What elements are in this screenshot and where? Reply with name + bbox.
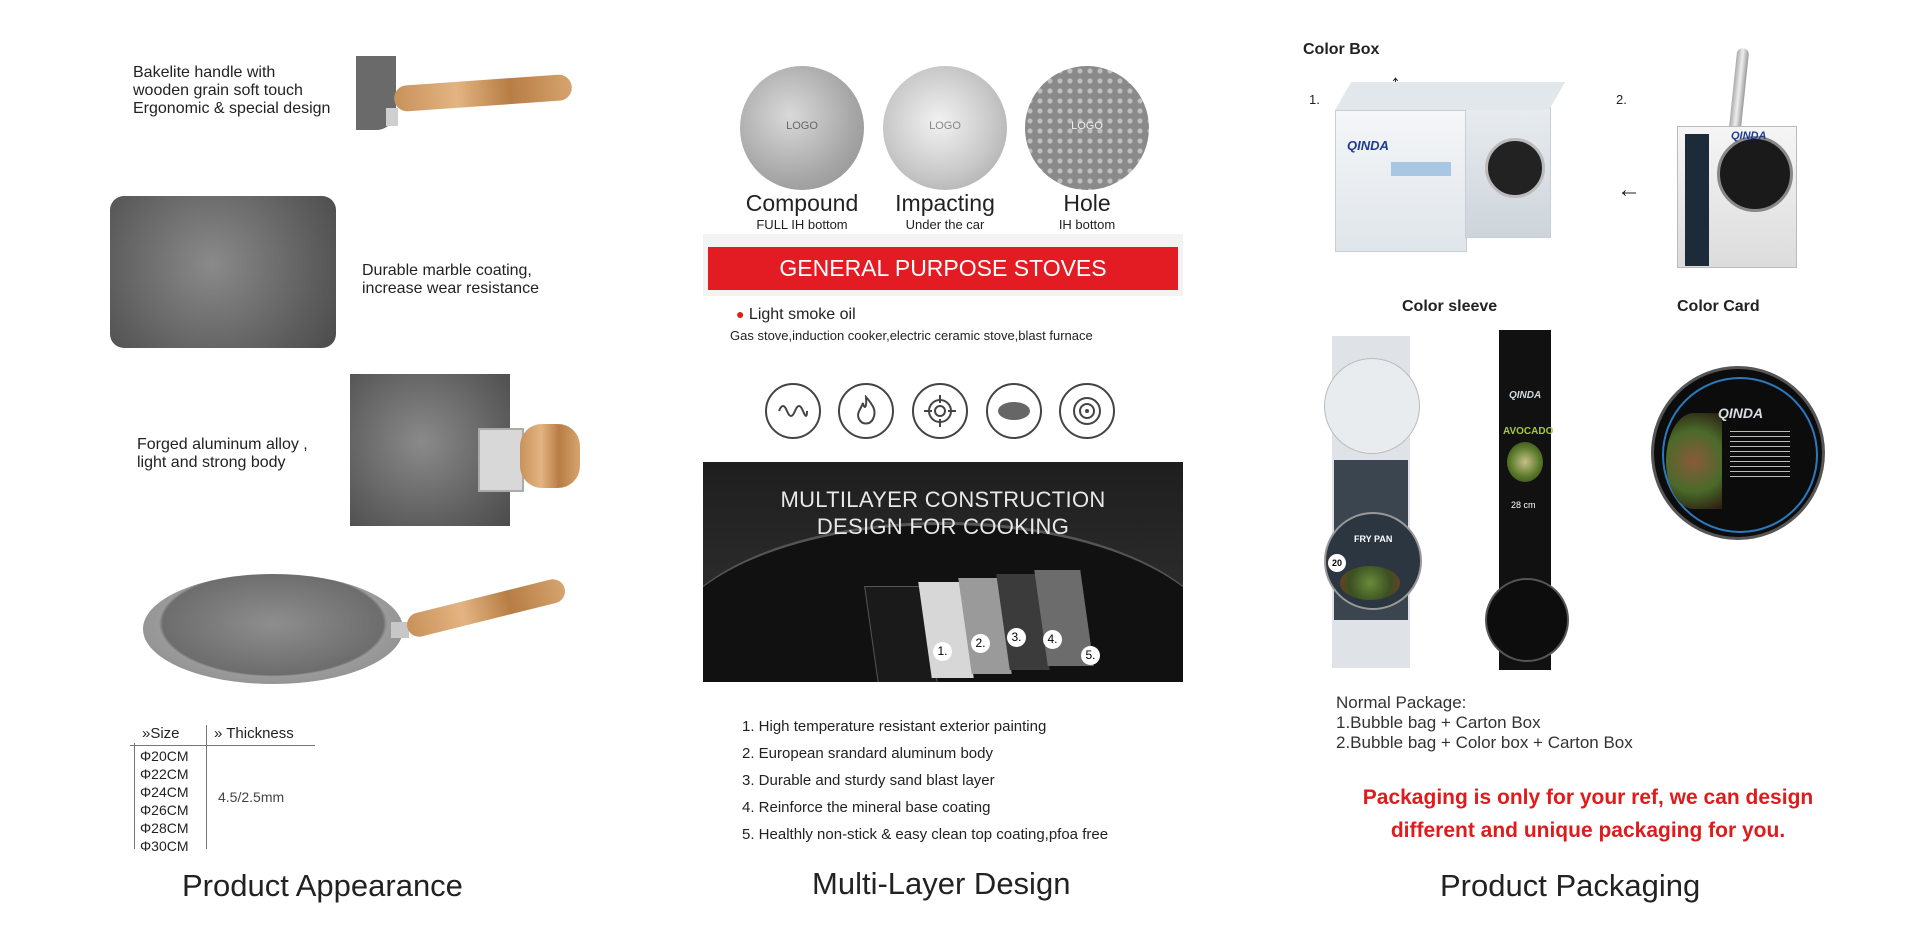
multilayer-construction-image	[703, 462, 1183, 682]
size-header: »Size	[142, 725, 180, 742]
thickness-value: 4.5/2.5mm	[218, 789, 285, 805]
frying-pan-image	[143, 574, 403, 684]
handle-rivet-image	[478, 428, 524, 492]
color-box-image: QINDA	[1335, 82, 1551, 254]
marble-coating-image	[110, 196, 336, 348]
layer-number-1: 1.	[933, 642, 952, 661]
size-list: Φ20CM Φ22CM Φ24CM Φ26CM Φ28CM Φ30CM	[140, 748, 189, 854]
handle-note: Bakelite handle with wooden grain soft touch Ergonomic & special design	[133, 64, 331, 117]
pan-handle-image	[405, 577, 568, 639]
color-sleeve-2-image: QINDA AVOCADO 28 cm	[1485, 330, 1565, 670]
normal-package-block: Normal Package: 1.Bubble bag + Carton Box 2.Bubble bag + Color box + Carton Box	[1336, 693, 1633, 752]
color-box-label: Color Box	[1303, 41, 1380, 58]
impacting-sub: Under the car	[905, 217, 985, 232]
coil-stove-icon	[765, 383, 821, 439]
ceramic-plate-icon	[986, 383, 1042, 439]
color-box-2-image: QINDA	[1671, 48, 1799, 266]
flame-icon	[838, 383, 894, 439]
general-purpose-banner: GENERAL PURPOSE STOVES	[708, 247, 1178, 290]
feature-list	[742, 713, 1108, 848]
handle-closeup-image	[356, 56, 571, 134]
hole-sub: IH bottom	[1058, 217, 1116, 232]
appearance-caption: Product Appearance	[182, 868, 463, 903]
hole-title: Hole	[1063, 190, 1111, 216]
left-arrow-icon: ←	[1617, 176, 1641, 203]
layer-number-4: 4.	[1043, 630, 1062, 649]
packaging-note: Packaging is only for your ref, we can design different and unique packaging for you.	[1362, 786, 1814, 842]
num-1-label: 1.	[1309, 92, 1320, 107]
induction-icon	[1059, 383, 1115, 439]
feature-item: 1. High temperature resistant exterior painting	[742, 718, 1047, 735]
layer-number-2: 2.	[971, 634, 990, 653]
size-table	[130, 725, 315, 854]
thickness-header: » Thickness	[214, 725, 294, 742]
hole-bottom-image: LOGO	[1025, 66, 1149, 190]
handle-end-image	[520, 424, 580, 488]
feature-item: 4. Reinforce the mineral base coating	[742, 799, 991, 816]
construction-title: MULTILAYER CONSTRUCTION DESIGN FOR COOKING	[780, 487, 1106, 539]
stoves-line: Gas stove,induction cooker,electric ceramic stove,blast furnace	[730, 328, 1093, 343]
feature-item: 5. Healthly non-stick & easy clean top coating,pfoa free	[742, 826, 1109, 843]
impacting-title: Impacting	[895, 190, 995, 216]
impacting-bottom-image: LOGO	[883, 66, 1007, 190]
marble-note: Durable marble coating, increase wear resistance	[362, 262, 539, 297]
color-card-label: Color Card	[1677, 298, 1760, 315]
compound-sub: FULL IH bottom	[756, 217, 848, 232]
layer-number-3: 3.	[1007, 628, 1026, 647]
compound-bottom-image: LOGO	[740, 66, 864, 190]
compound-title: Compound	[745, 190, 859, 216]
color-card-image: QINDA	[1651, 366, 1825, 540]
num-2-label: 2.	[1616, 92, 1627, 107]
aluminum-note: Forged aluminum alloy , light and strong body	[137, 436, 308, 471]
light-smoke-bullet: ● Light smoke oil	[736, 306, 856, 323]
feature-item: 2. European srandard aluminum body	[742, 745, 993, 762]
color-sleeve-1-image: FRY PAN 20	[1324, 336, 1418, 668]
color-sleeve-label: Color sleeve	[1402, 298, 1498, 315]
feature-item: 3. Durable and sturdy sand blast layer	[742, 772, 995, 789]
multilayer-caption: Multi-Layer Design	[812, 866, 1071, 901]
gas-burner-icon	[912, 383, 968, 439]
layer-number-5: 5.	[1081, 646, 1100, 665]
packaging-caption: Product Packaging	[1440, 868, 1701, 903]
